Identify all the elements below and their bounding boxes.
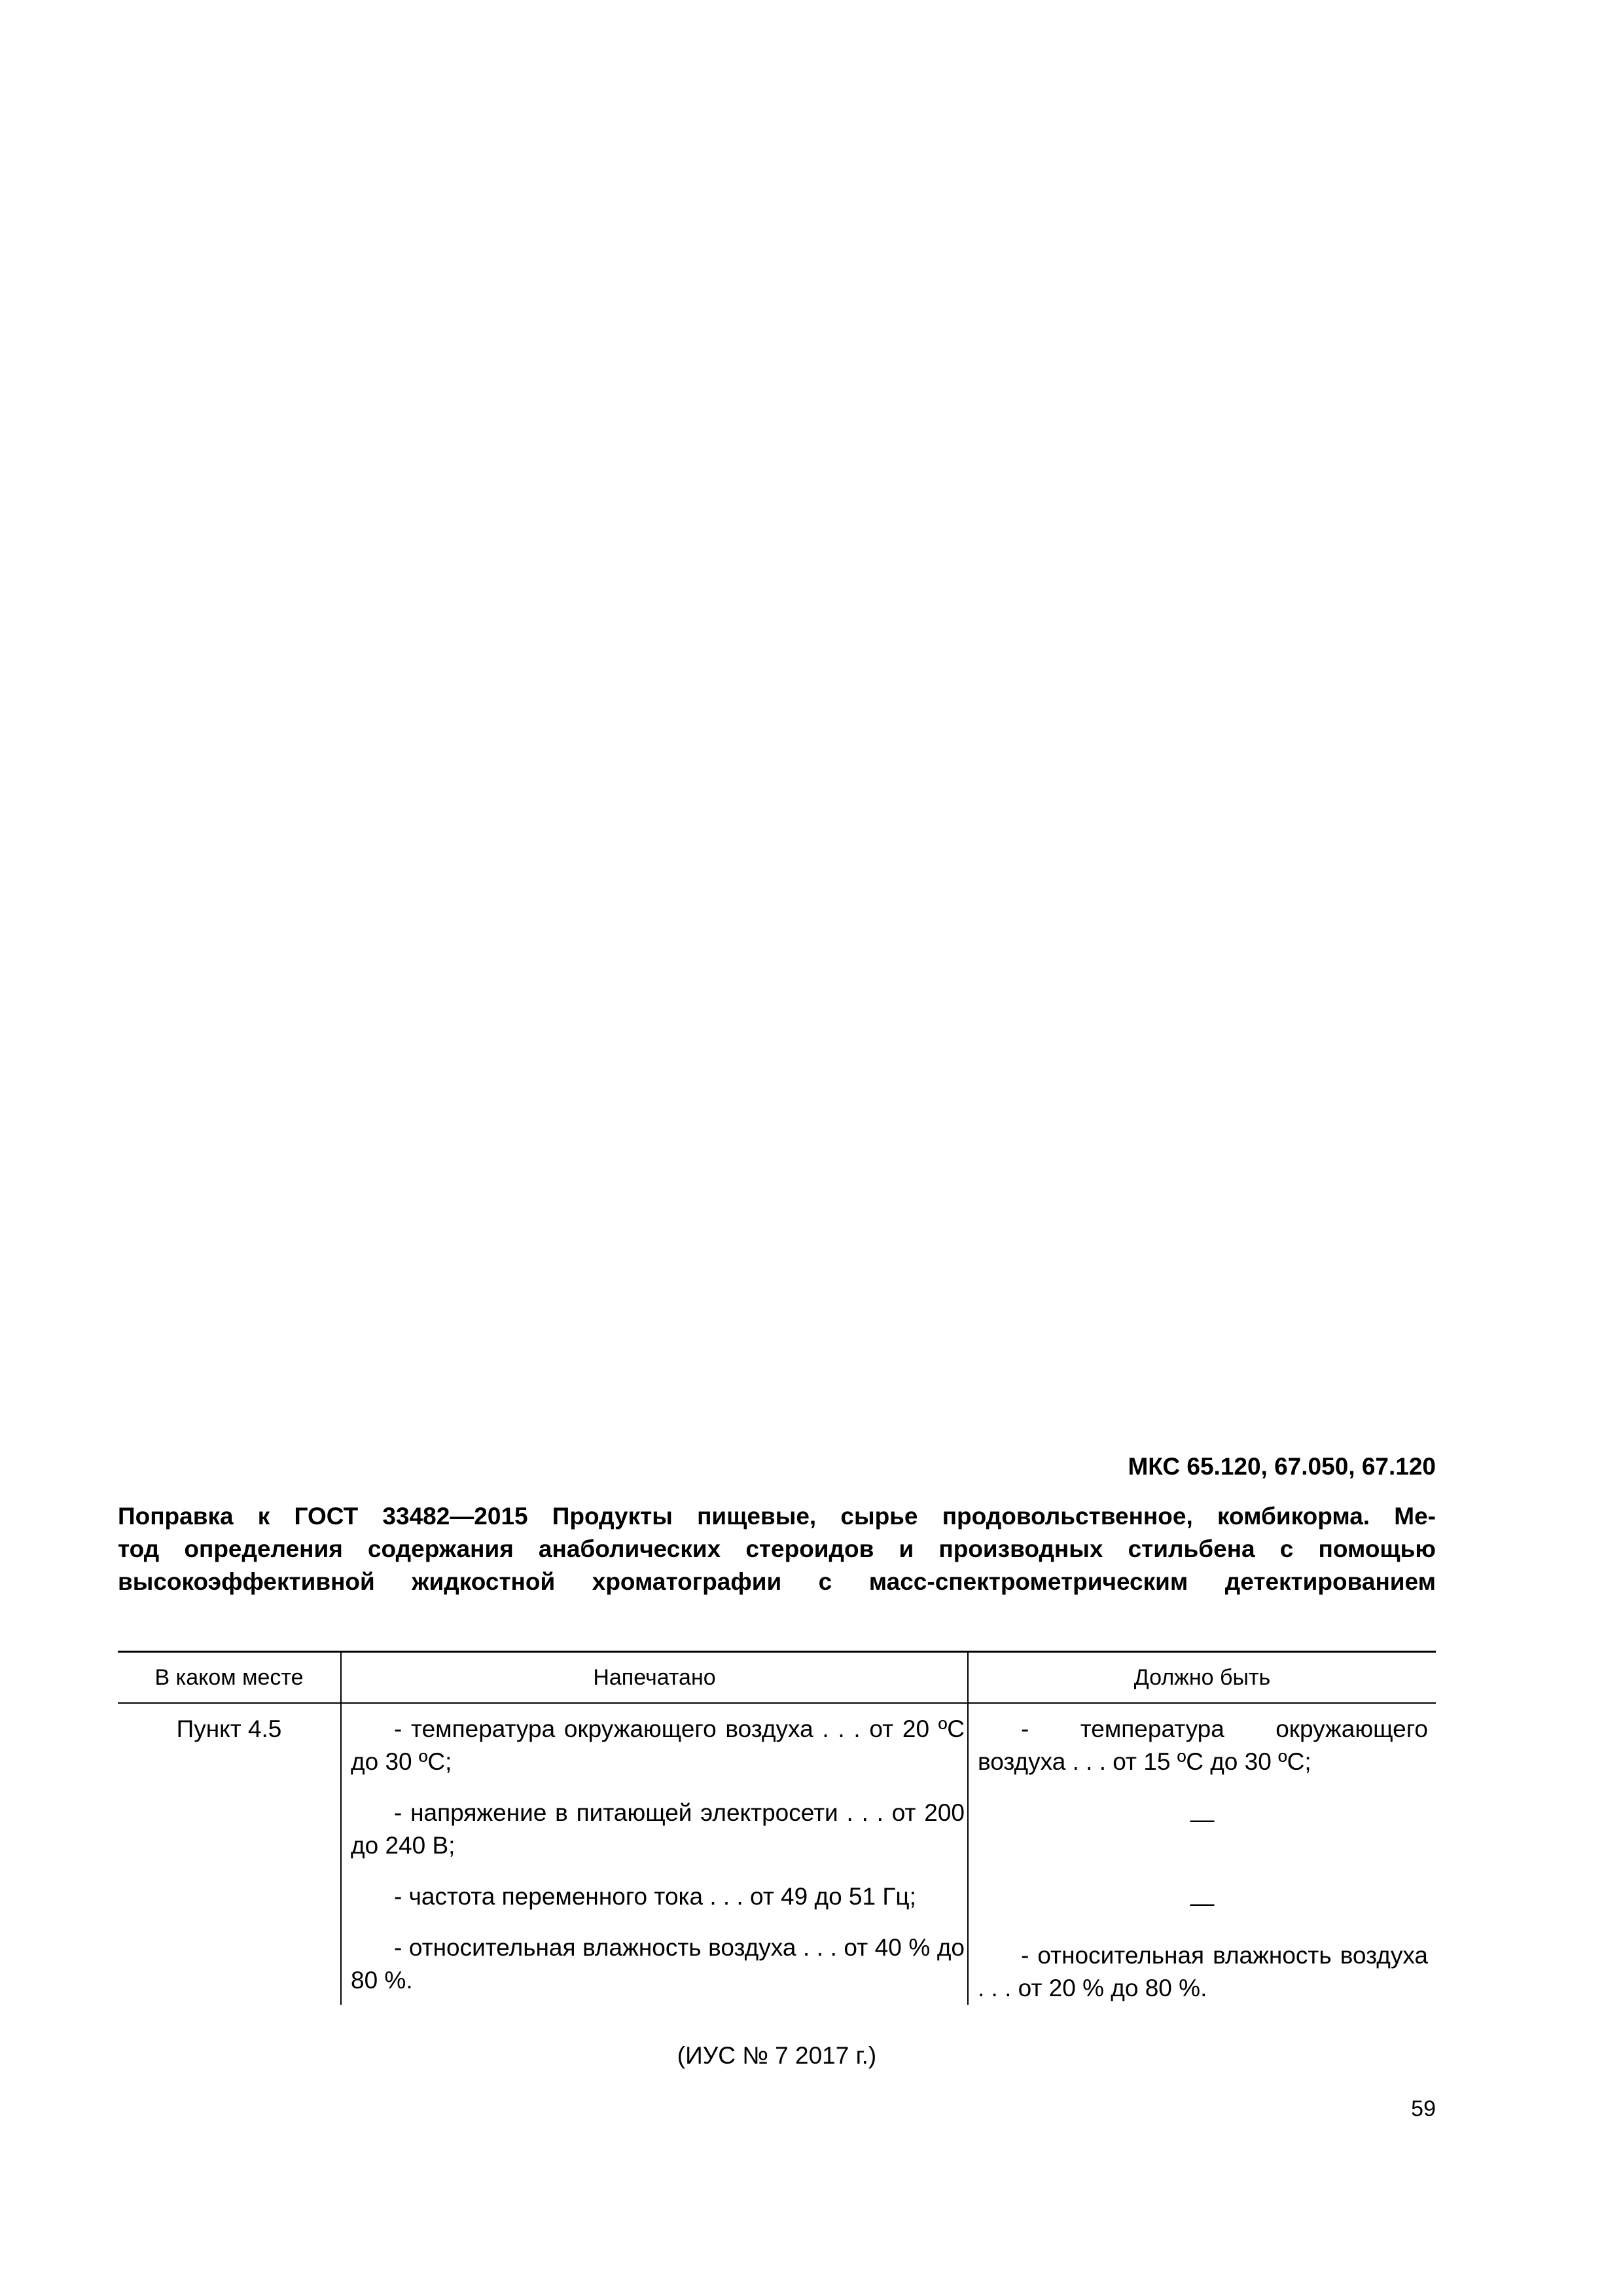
correct-item-frequency: — (1190, 1890, 1215, 1916)
printed-cell (341, 1703, 968, 2005)
table-header-row (118, 1652, 1436, 1704)
correct-item-temperature: - температура окружающего воздуха . . . от 15 ºС до 30 ºС; (978, 1715, 1428, 1775)
header-should-be: Должно быть (968, 1652, 1436, 1704)
header-place: В каком месте (118, 1652, 341, 1704)
title-line-3: высокоэффективной жидкостной хроматографии с масс-спектрометрическим детектированием (118, 1568, 1436, 1595)
amendment-table-wrapper (118, 1651, 1436, 2005)
printed-item-voltage: - напряжение в питающей электросети . . . от 200 до 240 В; (351, 1799, 965, 1859)
classification-code: МКС 65.120, 67.050, 67.120 (1128, 1453, 1436, 1480)
table-row (118, 1703, 1436, 2005)
page-number: 59 (1411, 2096, 1436, 2121)
printed-item-humidity: - относительная влажность воздуха . . . от 40 % до 80 %. (351, 1934, 965, 1994)
should-be-cell (968, 1703, 1436, 2005)
correct-item-voltage: — (1190, 1806, 1215, 1833)
source-reference: (ИУС № 7 2017 г.) (677, 2042, 877, 2069)
printed-item-frequency: - частота переменного тока . . . от 49 до 51 Гц; (394, 1883, 916, 1910)
header-printed: Напечатано (341, 1652, 968, 1704)
amendment-table (118, 1651, 1436, 2005)
title-line-1: Поправка к ГОСТ 33482—2015 Продукты пищевые, сырье продовольственное, комбикорма. Ме- (118, 1503, 1436, 1530)
place-cell: Пункт 4.5 (176, 1715, 282, 1742)
amendment-title (118, 1500, 1436, 1598)
correct-item-humidity: - относительная влажность воздуха . . . от 20 % до 80 %. (978, 1942, 1428, 2001)
printed-item-temperature: - температура окружающего воздуха . . . от 20 ºС до 30 ºС; (351, 1715, 965, 1775)
title-line-2: тод определения содержания анаболических стероидов и производных стильбена с помощью (118, 1535, 1436, 1562)
